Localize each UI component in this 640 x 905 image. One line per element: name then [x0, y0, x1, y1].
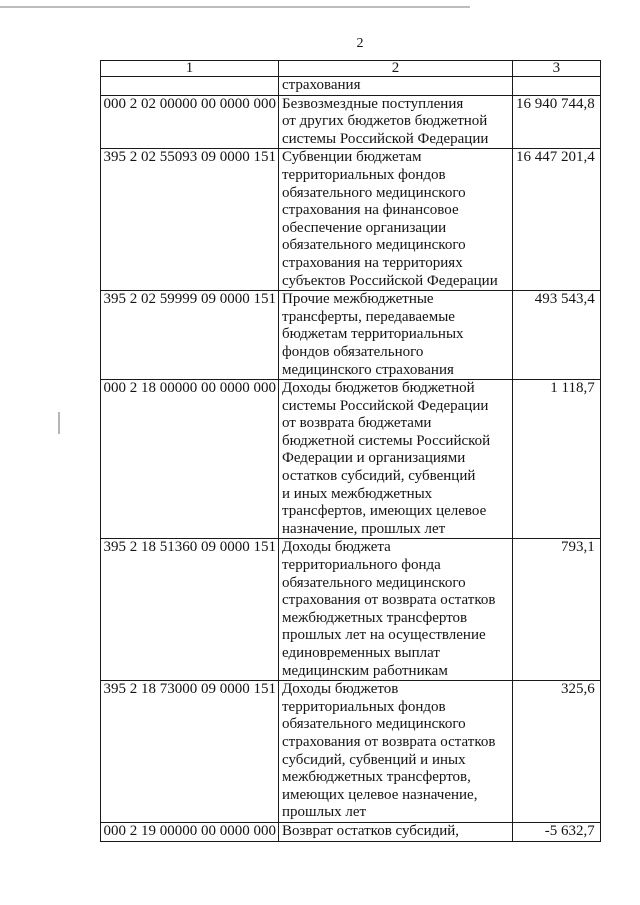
table-row: [101, 822, 601, 841]
row-code: 395 2 18 51360 09 0000 151: [101, 539, 279, 681]
table-row: [101, 539, 601, 681]
row-amount: 325,6: [513, 681, 601, 823]
row-name-line: обязательного медицинского: [282, 237, 466, 254]
row-name-line: Прочие межбюджетные: [282, 291, 434, 308]
row-name: [279, 77, 513, 96]
row-name-line: Доходы бюджета: [282, 539, 391, 556]
row-name-line: прошлых лет: [282, 804, 367, 821]
top-rule: [0, 6, 470, 8]
column-number-2: 2: [279, 61, 513, 77]
row-name-line: обязательного медицинского: [282, 184, 466, 201]
row-code: 000 2 19 00000 00 0000 000: [101, 822, 279, 841]
row-code: 000 2 18 00000 00 0000 000: [101, 380, 279, 539]
row-name-line: территориальных фондов: [282, 698, 446, 715]
row-name-line: единовременных выплат: [282, 645, 440, 661]
row-name: [279, 822, 513, 841]
row-amount: 16 940 744,8: [513, 95, 601, 149]
row-name: [279, 380, 513, 539]
row-name: [279, 95, 513, 149]
row-name-line: страхования: [282, 77, 361, 93]
row-amount: 1 118,7: [513, 380, 601, 539]
row-name-line: фондов обязательного: [282, 343, 424, 360]
table-row: [101, 77, 601, 96]
row-name: [279, 539, 513, 681]
page-number: 2: [356, 36, 364, 51]
table-row: [101, 380, 601, 539]
row-name-line: обязательного медицинского: [282, 716, 466, 733]
row-name-line: назначение, прошлых лет: [282, 520, 446, 537]
row-name-line: субъектов Российской Федерации: [282, 272, 498, 289]
table-row: [101, 291, 601, 380]
row-amount: -5 632,7: [513, 822, 601, 841]
row-name-line: Федерации и организациями: [282, 450, 466, 467]
row-amount: 793,1: [513, 539, 601, 681]
row-amount: 493 543,4: [513, 291, 601, 380]
row-name-line: Доходы бюджетов бюджетной: [282, 380, 475, 397]
row-name-line: страхования от возврата остатков: [282, 592, 496, 609]
row-code: 395 2 02 55093 09 0000 151: [101, 149, 279, 291]
row-code: 000 2 02 00000 00 0000 000: [101, 95, 279, 149]
table-row: [101, 681, 601, 823]
row-name-line: территориального фонда: [282, 557, 441, 574]
column-number-3: 3: [513, 61, 601, 77]
row-amount: [513, 77, 601, 96]
row-name-line: от других бюджетов бюджетной: [282, 113, 488, 130]
row-name-line: системы Российской Федерации: [282, 130, 489, 147]
row-name: [279, 291, 513, 380]
row-name-line: трансферты, передаваемые: [282, 308, 455, 325]
row-name-line: страхования от возврата остатков: [282, 733, 496, 750]
row-name-line: обязательного медицинского: [282, 574, 466, 591]
column-number-1: 1: [101, 61, 279, 77]
row-code: [101, 77, 279, 96]
row-name-line: субсидий, субвенций и иных: [282, 751, 466, 768]
row-name-line: имеющих целевое назначение,: [282, 786, 478, 803]
row-name-line: и иных межбюджетных: [282, 485, 433, 502]
row-name-line: территориальных фондов: [282, 166, 446, 183]
row-name-line: межбюджетных трансфертов,: [282, 769, 471, 786]
budget-table: [100, 60, 601, 842]
row-amount: 16 447 201,4: [513, 149, 601, 291]
row-name-line: бюджетной системы Российской: [282, 432, 491, 449]
row-name-line: Доходы бюджетов: [282, 681, 399, 698]
row-name-line: межбюджетных трансфертов: [282, 609, 468, 626]
row-name: [279, 149, 513, 291]
row-name-line: трансфертов, имеющих целевое: [282, 503, 487, 520]
table-row: [101, 149, 601, 291]
row-name-line: системы Российской Федерации: [282, 397, 489, 414]
row-name-line: Безвозмездные поступления: [282, 95, 464, 112]
row-name-line: Субвенции бюджетам: [282, 149, 422, 166]
row-code: 395 2 18 73000 09 0000 151: [101, 681, 279, 823]
row-name-line: медицинского страхования: [282, 361, 454, 378]
row-name-line: прошлых лет на осуществление: [282, 627, 486, 644]
row-name-line: медицинским работникам: [282, 662, 448, 679]
row-name: [279, 681, 513, 823]
row-name-line: от возврата бюджетами: [282, 415, 432, 432]
row-name-line: обеспечение организации: [282, 219, 447, 236]
column-number-row: [101, 61, 601, 77]
row-code: 395 2 02 59999 09 0000 151: [101, 291, 279, 380]
row-name-line: страхования на территориях: [282, 254, 463, 271]
table-row: [101, 95, 601, 149]
row-name-line: страхования на финансовое: [282, 202, 459, 219]
row-name-line: бюджетам территориальных: [282, 326, 464, 343]
row-name-line: Возврат остатков субсидий,: [282, 822, 460, 839]
margin-mark: [58, 412, 60, 434]
row-name-line: остатков субсидий, субвенций: [282, 468, 476, 485]
